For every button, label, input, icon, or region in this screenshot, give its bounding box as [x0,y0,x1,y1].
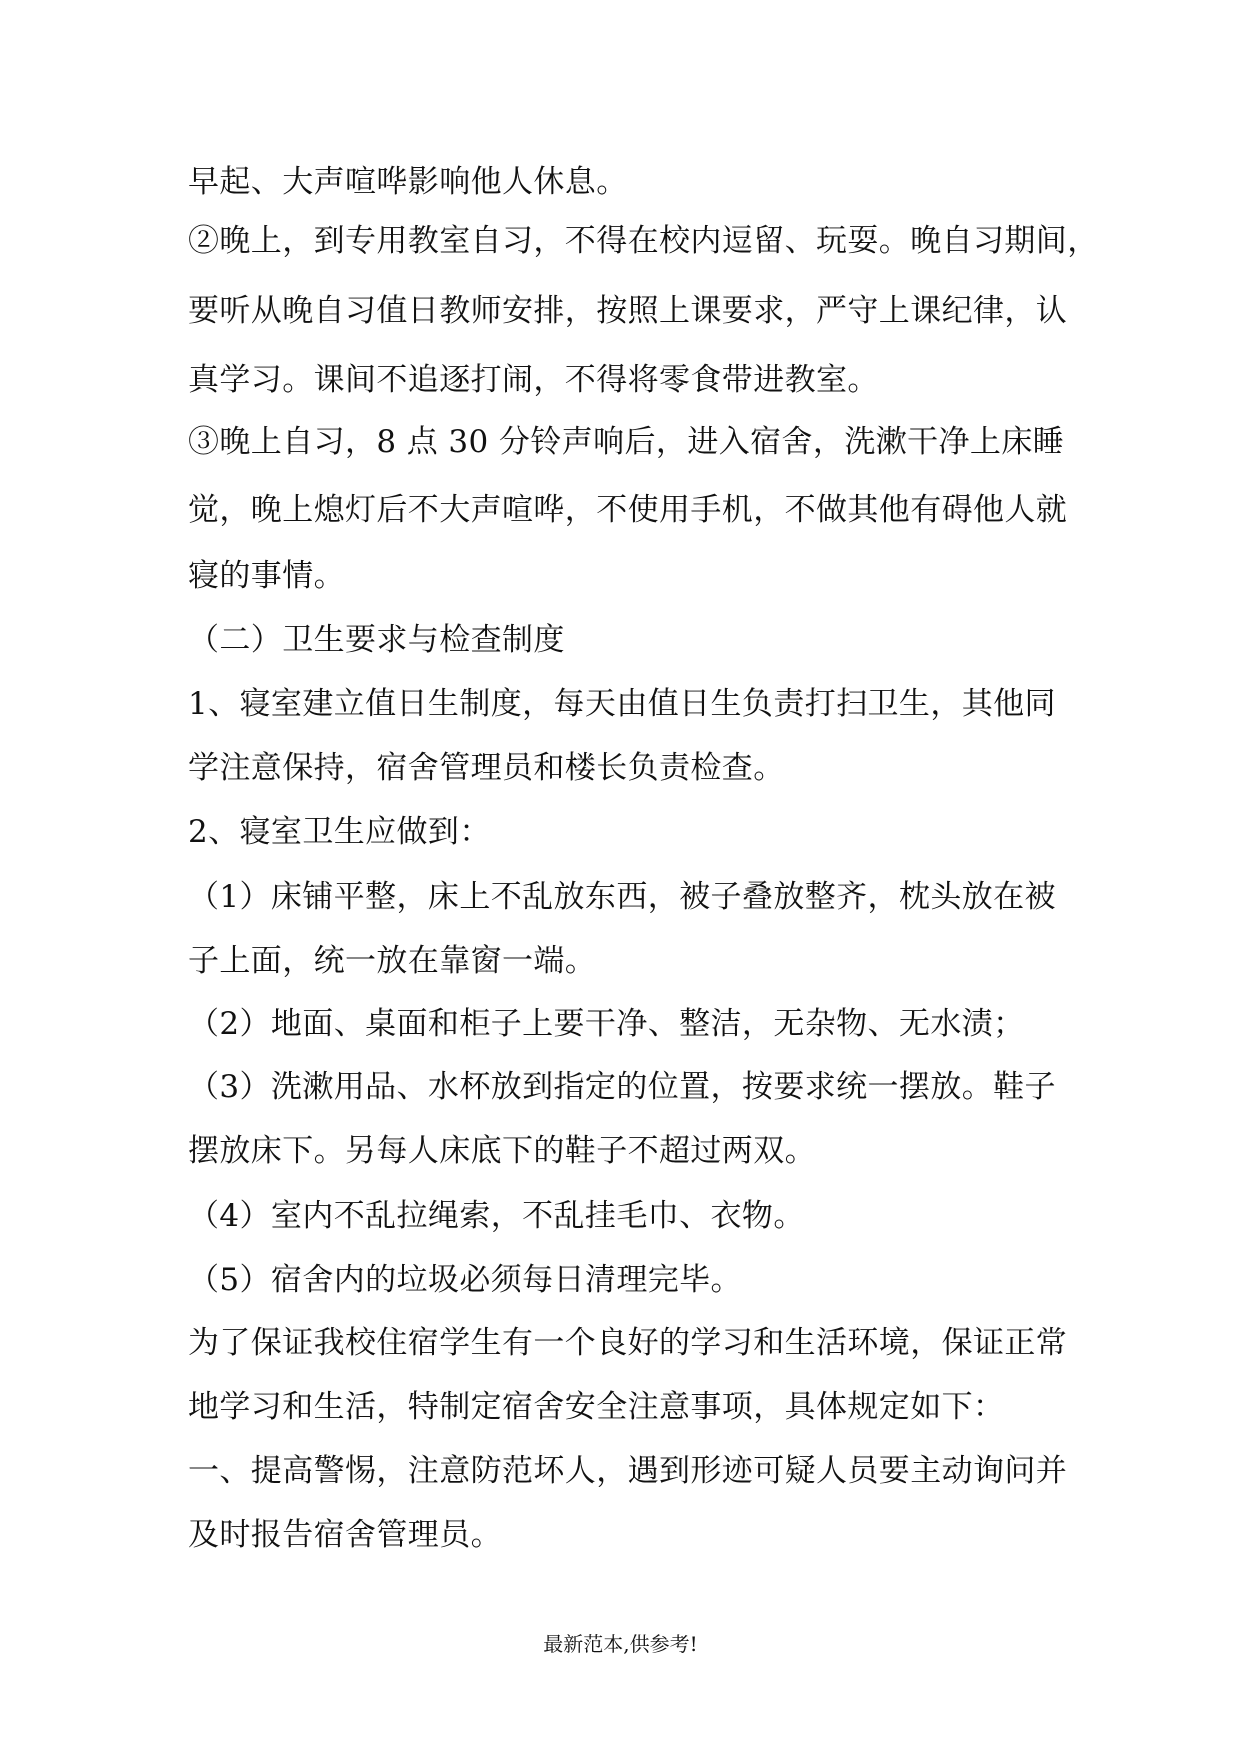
body-line-19: 为了保证我校住宿学生有一个良好的学习和生活环境，保证正常 [188,1325,1068,1361]
body-line-20: 地学习和生活，特制定宿舍安全注意事项，具体规定如下： [188,1389,1005,1425]
body-line-14: （2）地面、桌面和柜子上要干净、整洁，无杂物、无水渍； [188,1006,1025,1042]
body-line-9: 1、寝室建立值日生制度，每天由值日生负责打扫卫生，其他同 [188,686,1056,722]
body-line-11: 2、寝室卫生应做到： [188,814,491,850]
body-line-15: （3）洗漱用品、水杯放到指定的位置，按要求统一摆放。鞋子 [188,1069,1056,1105]
body-line-16: 摆放床下。另每人床底下的鞋子不超过两双。 [188,1133,816,1169]
body-line-17: （4）室内不乱拉绳索，不乱挂毛巾、衣物。 [188,1198,805,1234]
body-line-2: ②晚上，到专用教室自习，不得在校内逗留、玩耍。晚自习期间， [188,223,1099,259]
body-line-4: 真学习。课间不追逐打闹，不得将零食带进教室。 [188,362,879,398]
section-heading: （二）卫生要求与检查制度 [188,622,565,658]
body-line-7: 寝的事情。 [188,558,345,594]
body-line-10: 学注意保持，宿舍管理员和楼长负责检查。 [188,750,785,786]
body-line-18: （5）宿舍内的垃圾必须每日清理完毕。 [188,1262,742,1298]
body-line-1: 早起、大声喧哗影响他人休息。 [188,164,628,200]
body-line-5: ③晚上自习，8 点 30 分铃声响后，进入宿舍，洗漱干净上床睡 [188,424,1065,460]
body-line-12: （1）床铺平整，床上不乱放东西，被子叠放整齐，枕头放在被 [188,879,1056,915]
body-line-22: 及时报告宿舍管理员。 [188,1517,502,1553]
page-footer: 最新范本,供参考! [543,1632,698,1656]
body-line-21: 一、提高警惕，注意防范坏人，遇到形迹可疑人员要主动询问并 [188,1453,1068,1489]
body-line-6: 觉，晚上熄灯后不大声喧哗，不使用手机，不做其他有碍他人就 [188,492,1068,528]
body-line-3: 要听从晚自习值日教师安排，按照上课要求，严守上课纪律，认 [188,293,1068,329]
body-line-13: 子上面，统一放在靠窗一端。 [188,943,597,979]
